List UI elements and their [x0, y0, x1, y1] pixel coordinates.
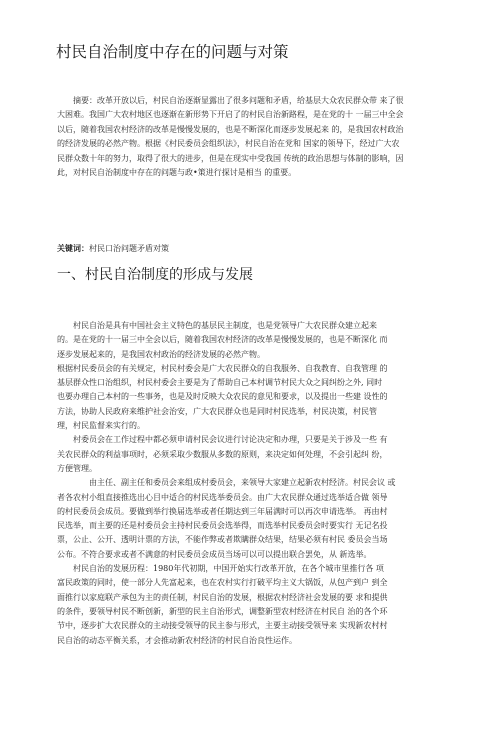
keywords — [57, 243, 169, 254]
body-line: 村民自治是具有中国社会主义特色的基层民主制度，也是党领导广大农民群众建立起来 — [57, 321, 377, 330]
body-line: 的条件，要领导村民不断创新，新型的民主自治形式，调整新型农村经济在村民自 治的各个环 — [57, 606, 388, 616]
body-line: 富民政策的同时，使一部分人先富起来，也在农村实行打破平均主义大锅饭，从包产到户 到全 — [57, 578, 388, 588]
body-line: 民自治的动态平衡关系，才会推动新农村经济的村民自治良性运作。 — [57, 635, 297, 645]
abstract-line: 以后，随着我国农村经济的改革是慢慢发展的，也是不断深化而逐步发展起来 的，是我国农村政治 — [57, 124, 404, 134]
section-body — [57, 319, 449, 648]
body-line: 节中，逐步扩大农民群众的主动接受领导的民主参与形式，主要主动接受领导来 实现新农村村 — [57, 621, 388, 631]
keywords-text: 村民口治问题矛盾对策 — [89, 244, 169, 253]
body-line: 理，村民监督来实行的。 — [57, 421, 145, 431]
body-line: 基层群众性口治组织，村民村委会主要是为了帮助自己本村调节村民大众之间纠纷之外, 同时 — [57, 378, 383, 388]
abstract-line: 的经济发展的必然产物。根据《村民委员会组织法》，村民自治在党和 国家的领导下，经过广大农 — [57, 139, 400, 149]
body-line: 根据村民委员会的有关规定，村民村委会是广大农民群众的自我服务、自我教育、自我管理 的 — [57, 363, 388, 373]
body-line: 票，公止、公开、透明计票的方法，不能作弊或者欺瞒群众结果，结果必须有村民 委员会当场 — [57, 535, 388, 545]
body-line: 的村民委员会成员。要做到举行换届选举或者任期达到三年届满时可以再次申请选举。 再由村 — [57, 506, 388, 516]
section-heading: 一、村民自治制度的形成与发展 — [57, 267, 253, 283]
keywords-label: 关键词： — [57, 243, 89, 253]
body-line: 关农民群众的利益事项时，必须采取少数服从多数的原则，来决定如何处理，不会引起纠 纷， — [57, 449, 388, 459]
abstract-line: 大困难。我国广大农村地区也逐渐在新形势下开启了的村民自治新路程，是在党的十 一届三中全会 — [57, 110, 404, 120]
document-title: 村民自治制度中存在的问题与对策 — [56, 43, 289, 61]
body-line: 面推行以家庭联产承包为主的责任制，村民自治的发展，根据农村经济社会发展的要 求和提供 — [57, 592, 388, 602]
body-line: 民选举，而主要的还是村委员会主持村民委员会选举得，而选举村民委员会时要实行 无记名投 — [57, 521, 388, 531]
abstract-line: 民群众数十年的努力，取得了很大的进步，但是在现实中受我国 传统的政治思想与体制的影响，因 — [57, 153, 404, 163]
body-line: 也要办理自己本村的一些事务，也是及时反映大众农民的意见和要求，以及提出一些建 设性的 — [57, 392, 388, 402]
body-line: 由主任、副主任和委员会来组成村委员会，来领导大家建立起新农村经济。村民会议 或 — [57, 478, 396, 488]
body-line: 公布。不符合要求或者不满意的村民委员会成员当场可以可以提出联合罢免，从 新选举。 — [57, 549, 372, 559]
body-line: 方便管理。 — [57, 463, 97, 473]
abstract-line: 摘要：改革开放以后，村民自治逐渐显露出了很多问题和矛盾，给基层大众农民群众带 来了很 — [57, 96, 404, 105]
body-line: 村民自治的发展历程：1980年代初期，中国开始实行改革开放，在各个城市里推行各 项 — [57, 564, 384, 574]
body-line: 者各农村小组直接推选出心目中适合的村民选举委员会。由广大农民群众通过选举适合做 领导 — [57, 492, 388, 502]
body-line: 逐步发展起来的，是我国农村政治的经济发展的必然产物。 — [57, 349, 265, 359]
abstract-line: 此，对村民自治制度中存在的问题与政•策进行探讨是相当 的重要。 — [57, 168, 297, 178]
body-line: 村委员会在工作过程中都必须申请村民会议进行讨论决定和办理，只要是关于涉及一些 有 — [57, 435, 388, 445]
body-line: 的。是在党的十一届三中全会以后，随着我国农村经济的改革是慢慢发展的，也是不断深化 而 — [57, 335, 388, 345]
abstract — [57, 94, 449, 180]
body-line: 方法，协助人民政府来维护社会治安，广大农民群众也是同时村民选举，村民决策，村民管 — [57, 406, 377, 416]
